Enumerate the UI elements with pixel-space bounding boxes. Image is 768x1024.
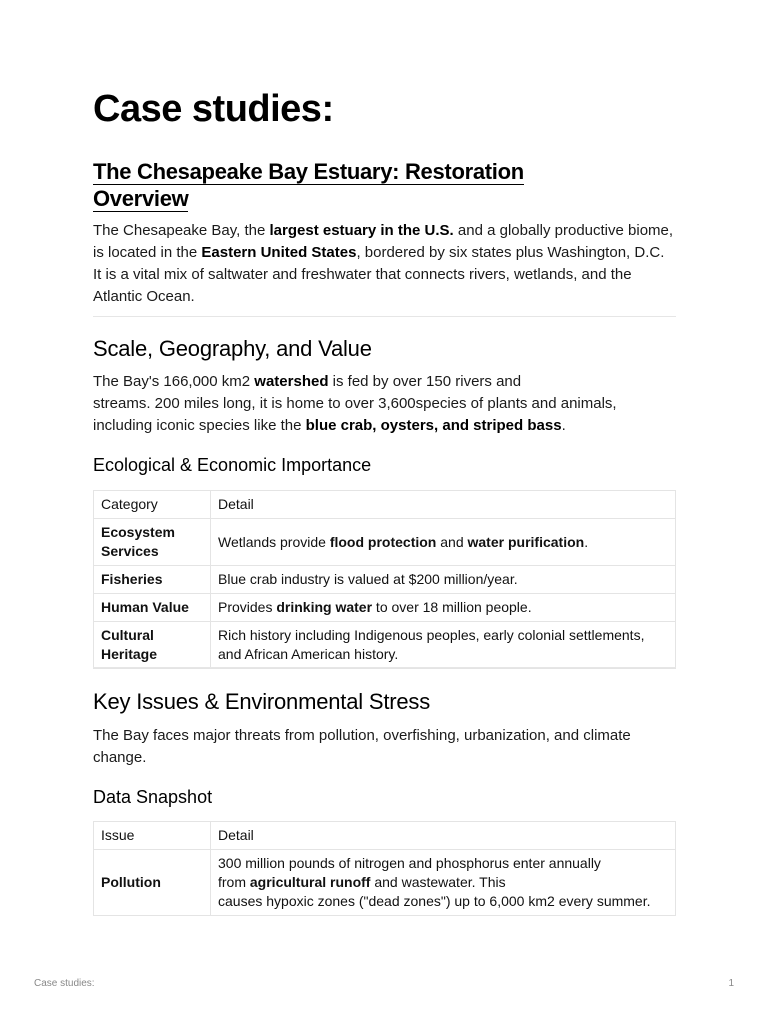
row-detail (211, 519, 676, 566)
page-title: Case studies: (93, 88, 334, 130)
table-row (94, 850, 676, 916)
snapshot-heading: Data Snapshot (93, 787, 213, 807)
scale-paragraph (93, 371, 676, 437)
snapshot-table (93, 821, 676, 916)
table-header-row (94, 491, 676, 519)
row-detail: Rich history including Indigenous peoples, early colonial settlements, and African American history. (211, 622, 676, 669)
divider (93, 316, 676, 317)
detail-bold: water purification (467, 533, 585, 550)
table-row (94, 594, 676, 622)
table-header-row (94, 822, 676, 850)
detail-text: Provides (218, 599, 277, 615)
intro-text-1: The Chesapeake Bay, the (93, 222, 270, 239)
scale-text-4: . (561, 417, 566, 434)
row-category: Cultural Heritage (94, 622, 211, 669)
case-heading (93, 158, 524, 212)
table-row (94, 566, 676, 594)
row-category: Ecosystem Services (94, 519, 211, 566)
row-category: Fisheries (94, 566, 211, 594)
scale-text-1: The Bay's 166,000 km2 (93, 373, 255, 390)
scale-bold-2: blue crab, oysters, and striped bass (305, 417, 562, 434)
header-detail: Detail (211, 491, 676, 519)
intro-bold-1: largest estuary in the U.S. (269, 222, 454, 239)
row-category: Human Value (94, 594, 211, 622)
row-detail (211, 594, 676, 622)
header-category: Category (94, 491, 211, 519)
intro-paragraph (93, 220, 676, 308)
detail-bold: drinking water (276, 599, 373, 615)
importance-table (93, 490, 676, 669)
detail-text: and wastewater. This (370, 874, 506, 890)
divider (93, 667, 676, 668)
case-heading-line-1: The Chesapeake Bay Estuary: Restoration (93, 159, 524, 184)
detail-text: from (218, 874, 250, 890)
issues-paragraph: The Bay faces major threats from pollution, overfishing, urbanization, and climate change. (93, 727, 631, 766)
intro-text-2: and a globally productive biome, is located in the (93, 222, 674, 261)
case-heading-line-2: Overview (93, 186, 189, 211)
table-row (94, 519, 676, 566)
detail-bold: flood protection (329, 533, 437, 550)
detail-text: . (584, 533, 589, 550)
intro-text-3: , bordered by six states plus Washington, D.C. It is a vital mix of saltwater and freshwater that connects rivers, wetlands, and the Atlantic Ocean. (93, 244, 665, 305)
detail-bold: agricultural runoff (249, 874, 371, 890)
scale-heading: Scale, Geography, and Value (93, 336, 372, 361)
detail-text: to over 18 million people. (372, 599, 532, 615)
header-issue: Issue (94, 822, 211, 850)
scale-bold-1: watershed (254, 373, 329, 390)
row-issue: Pollution (94, 850, 211, 916)
row-detail (211, 850, 676, 916)
detail-text: and (436, 533, 468, 550)
issues-heading: Key Issues & Environmental Stress (93, 689, 430, 714)
scale-text-2: is fed by over 150 rivers and (328, 373, 522, 390)
intro-bold-2: Eastern United States (201, 244, 357, 261)
detail-text: 300 million pounds of nitrogen and phosphorus enter annually (218, 855, 601, 871)
table-row (94, 622, 676, 669)
row-detail: Blue crab industry is valued at $200 million/year. (211, 566, 676, 594)
detail-text: Wetlands provide (218, 533, 330, 550)
scale-text-3: streams. 200 miles long, it is home to over 3,600species of plants and animals, including iconic species like the (93, 395, 617, 434)
page-number: 1 (728, 978, 734, 989)
header-detail: Detail (211, 822, 676, 850)
footer-title: Case studies: (34, 978, 95, 989)
importance-heading: Ecological & Economic Importance (93, 455, 372, 475)
detail-text: causes hypoxic zones ("dead zones") up to 6,000 km2 every summer. (218, 893, 651, 909)
